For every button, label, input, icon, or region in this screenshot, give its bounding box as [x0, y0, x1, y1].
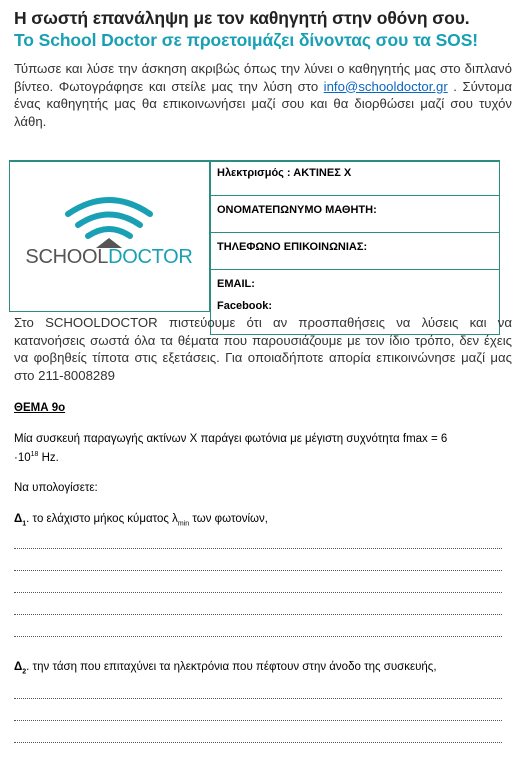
logo-box [9, 161, 210, 312]
answer-line[interactable] [14, 548, 502, 549]
intro-text-end: . Σύντομα ένας καθηγητής μας θα επικοινωνήσει μαζί σου και θα διορθώσει μαζί σου τυχόν λάθη. [14, 78, 512, 129]
header-subtitle: Το School Doctor σε προετοιμάζει δίνοντας σου τα SOS! [14, 30, 478, 50]
facebook-label: Facebook: [217, 300, 273, 312]
answer-line[interactable] [14, 614, 502, 615]
statement-text: Μία συσκευή παραγωγής ακτίνων Χ παράγει φωτόνια με μέγιστη συχνότητα fmax = 6 [14, 433, 448, 445]
d2-number: 2 [22, 668, 27, 676]
student-name-cell[interactable]: ΟΝΟΜΑΤΕΠΩΝΥΜΟ ΜΑΘΗΤΗ: [211, 196, 500, 233]
intro-text: Τύπωσε και λύσε την άσκηση ακριβώς όπως την λύνει ο καθηγητής μας στο διπλανό βίντεο. Φωτογράφησε και στείλε μας την λύση στο [14, 61, 512, 94]
answer-line[interactable] [14, 592, 502, 593]
statement-power: ·10 [14, 451, 31, 464]
question-d1 [14, 511, 504, 532]
subject-cell: Ηλεκτρισμός : ΑΚΤΙΝΕΣ Χ [211, 162, 500, 196]
d2-text: . την τάση που επιταχύνει τα ηλεκτρόνια που πέφτουν στην άνοδο της συσκευής, [26, 661, 437, 673]
info-paragraph: Στο SCHOOLDOCTOR πιστεύουμε ότι αν προσπαθήσεις να λύσεις και να κατανοήσεις σωστά όλα τα θέματα που παρουσιάζουμε με τον ίδιο τρόπο, δεν έχεις να φοβηθείς τίποτα στις εξετάσεις. Για οποιαδήποτε απορία επικοινώνησε μαζί μας στο 211-8008289 [14, 315, 512, 383]
answer-line[interactable] [14, 570, 502, 571]
email-label: EMAIL: [217, 278, 255, 290]
d1-text-end: των φωτονίων, [189, 513, 268, 525]
answer-line[interactable] [14, 720, 502, 721]
answer-line[interactable] [14, 742, 502, 743]
question-d2 [14, 659, 504, 680]
brand-school: SCHOOL [25, 246, 109, 268]
answer-line[interactable] [14, 698, 502, 699]
ask-line: Να υπολογίσετε: [14, 482, 98, 494]
wifi-icon [68, 200, 150, 236]
d1-text: . το ελάχιστο μήκος κύματος λ [26, 513, 178, 525]
phone-cell[interactable]: ΤΗΛΕΦΩΝΟ ΕΠΙΚΟΙΝΩΝΙΑΣ: [211, 233, 500, 270]
answer-line[interactable] [14, 636, 502, 637]
email-link[interactable]: info@schooldoctor.gr [323, 78, 448, 94]
problem-title: ΘΕΜΑ 9ο [14, 402, 66, 414]
d1-number: 1 [22, 520, 27, 528]
intro-paragraph [14, 60, 512, 130]
d1-label: Δ [14, 513, 23, 525]
problem-statement [14, 431, 504, 466]
svg-text:SCHOOLDOCTOR [25, 246, 192, 268]
header-title: Η σωστή επανάληψη με τον καθηγητή στην οθόνη σου. [14, 8, 470, 28]
brand-doctor: DOCTOR [108, 246, 193, 268]
student-info-table [210, 161, 500, 335]
schooldoctor-logo [10, 162, 209, 311]
d1-subscript: min [177, 520, 190, 528]
statement-unit: Hz. [38, 451, 59, 464]
d2-label: Δ [14, 661, 23, 673]
statement-exponent: 18 [30, 451, 39, 458]
